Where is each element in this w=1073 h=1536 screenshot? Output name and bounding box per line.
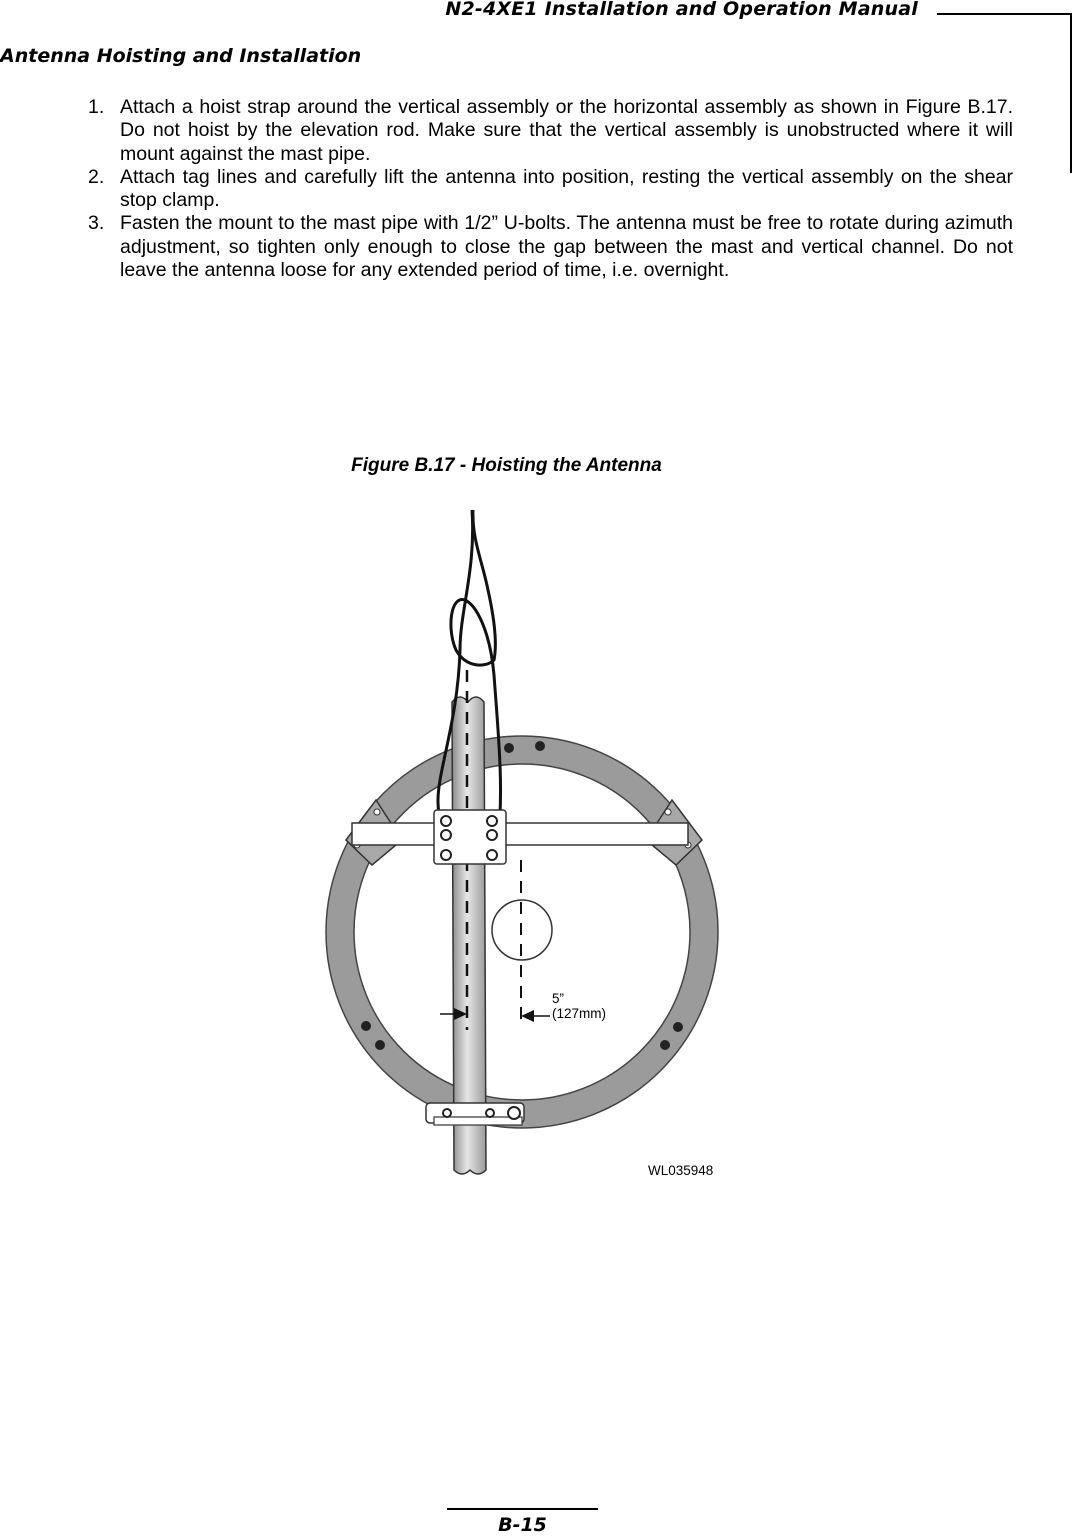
dimension-mm-label: (127mm) <box>552 1006 607 1021</box>
antenna-hoisting-figure <box>310 500 740 1190</box>
dimension-arrowhead-right <box>521 1010 534 1022</box>
dimension-inches-label: 5” <box>552 991 565 1006</box>
step-text: Attach a hoist strap around the vertical assembly or the horizontal assembly as shown in Figure B.17. Do not hoist by the elevation rod. Make sure that the vertical assembly is unobstructed where it will mount against the mast pipe. <box>120 96 1013 165</box>
installation-steps <box>88 96 1013 282</box>
ring-bolt <box>535 741 545 751</box>
horizontal-assembly <box>352 823 688 845</box>
step-number: 1. <box>88 96 105 118</box>
clamp-bolt <box>441 830 451 840</box>
ring-bolt <box>504 743 514 753</box>
figure-caption: Figure B.17 - Hoisting the Antenna <box>351 455 662 476</box>
page-number: B-15 <box>498 1514 547 1536</box>
clamp-bolt <box>441 816 451 826</box>
footer-rule <box>447 1508 598 1510</box>
drawing-id-label: WL035948 <box>648 1163 714 1178</box>
header-rule <box>937 13 1072 15</box>
clamp-bolt <box>441 850 451 860</box>
step-text: Attach tag lines and carefully lift the antenna into position, resting the vertical assembly on the shear stop clamp. <box>120 165 1013 212</box>
clamp-bolt <box>486 1109 494 1117</box>
ring-bolt <box>660 1040 670 1050</box>
manual-title: N2-4XE1 Installation and Operation Manual <box>445 0 918 20</box>
shear-stop-clamp-band <box>434 1117 522 1125</box>
step-item <box>88 96 1013 166</box>
header-margin-rule <box>1070 13 1072 173</box>
bracket-bolt <box>374 809 380 815</box>
bracket-bolt <box>665 809 671 815</box>
section-title: Antenna Hoisting and Installation <box>0 45 362 67</box>
clamp-bolt <box>487 816 497 826</box>
clamp-bolt <box>443 1109 451 1117</box>
step-number: 2. <box>88 165 105 188</box>
step-item <box>88 212 1013 282</box>
step-number: 3. <box>88 212 105 235</box>
ring-bolt <box>673 1022 683 1032</box>
clamp-bolt <box>487 830 497 840</box>
clamp-bolt <box>487 850 497 860</box>
ring-bolt <box>361 1021 371 1031</box>
step-text: Fasten the mount to the mast pipe with 1/2” U-bolts. The antenna must be free to rotate during azimuth adjustment, so tighten only enough to close the gap between the mast and vertical channel. Do not leave the antenna loose for any extended period of time, i.e. overnight. <box>120 212 1013 282</box>
ring-bolt <box>375 1040 385 1050</box>
antenna-diagram <box>310 500 740 1190</box>
step-item <box>88 166 1013 213</box>
clamp-bolt <box>508 1107 520 1119</box>
